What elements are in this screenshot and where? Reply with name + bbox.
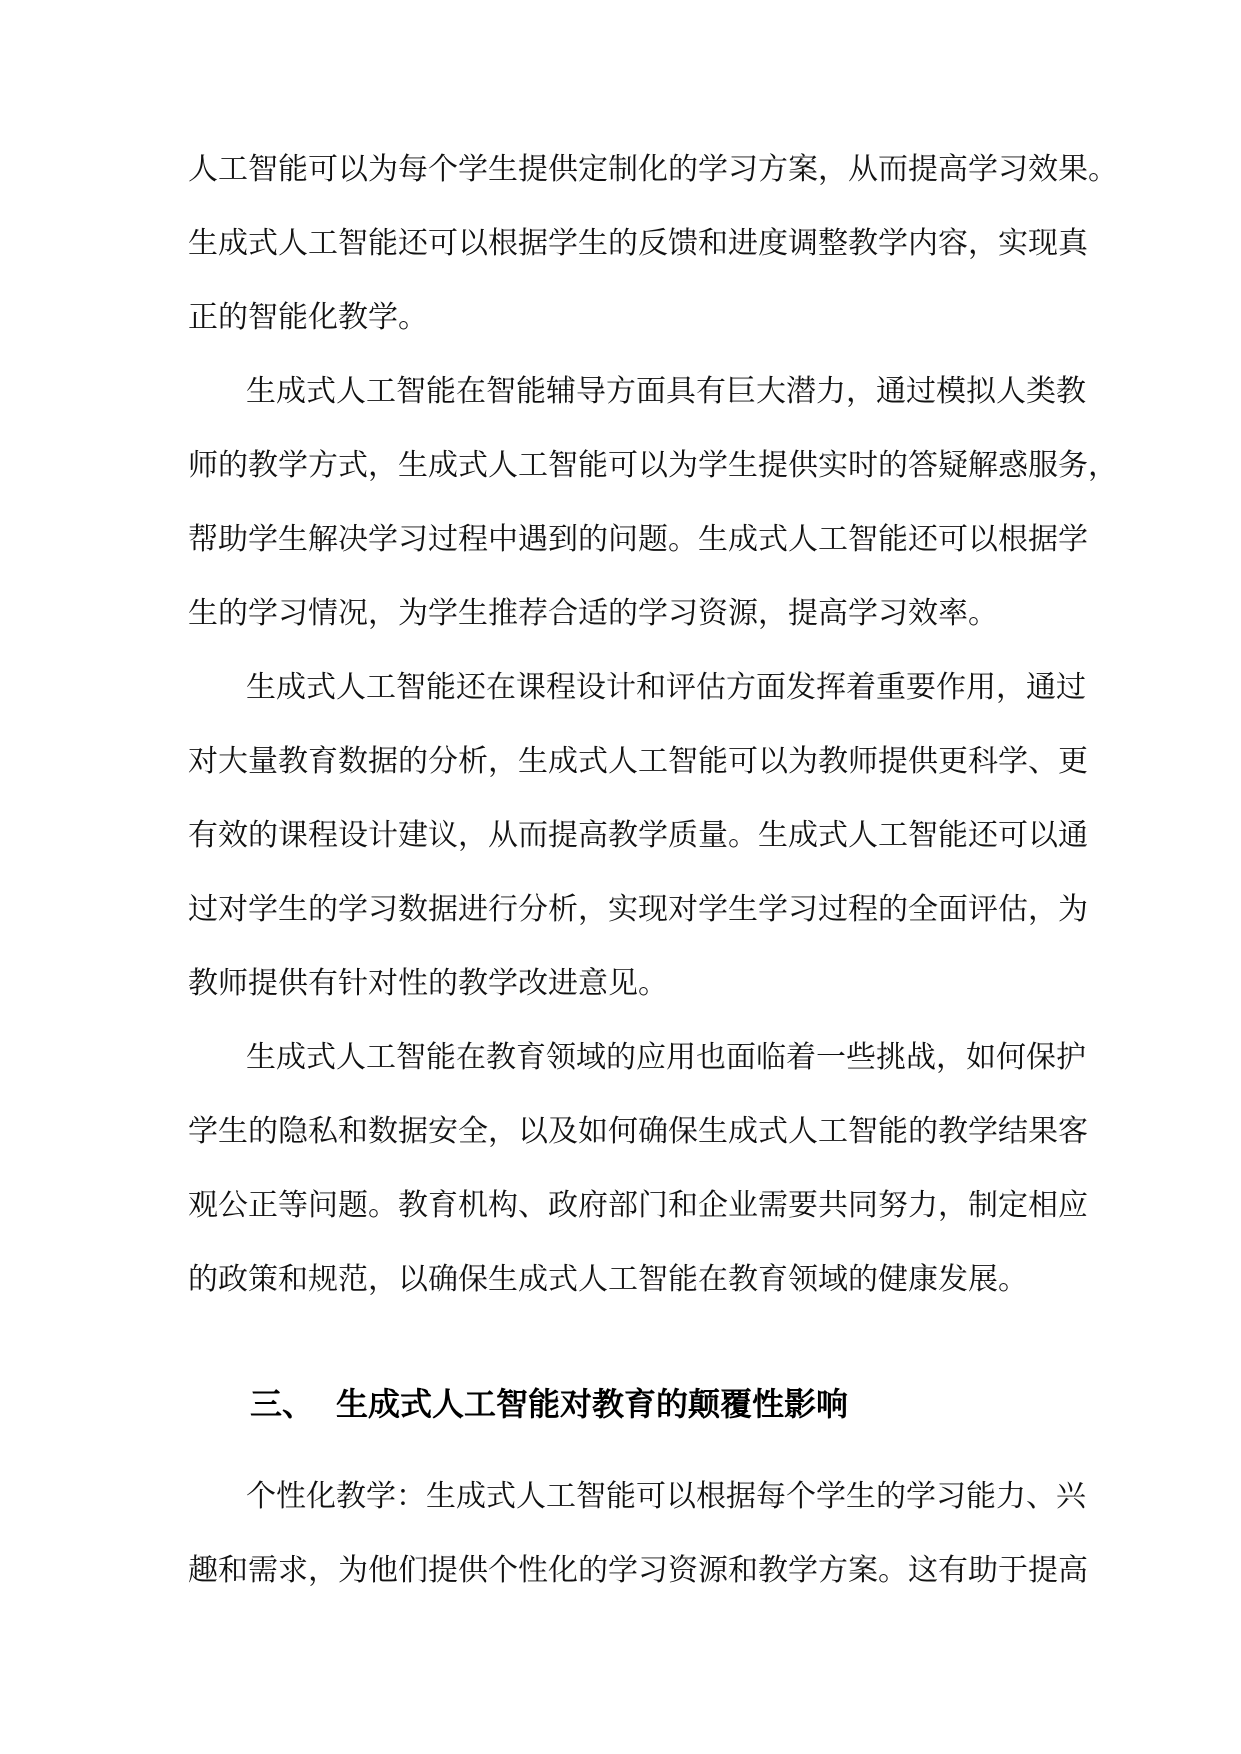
paragraph-4-line-4: 的政策和规范，以确保生成式人工智能在教育领域的健康发展。	[188, 1262, 1028, 1297]
paragraph-1-line-1: 人工智能可以为每个学生提供定制化的学习方案，从而提高学习效果。	[188, 152, 1118, 187]
paragraph-3-line-4: 过对学生的学习数据进行分析，实现对学生学习过程的全面评估，为	[188, 892, 1088, 927]
section-paragraph-line-1: 个性化教学：生成式人工智能可以根据每个学生的学习能力、兴	[246, 1479, 1086, 1514]
paragraph-2-line-2: 师的教学方式，生成式人工智能可以为学生提供实时的答疑解惑服务，	[188, 448, 1118, 483]
paragraph-4-line-3: 观公正等问题。教育机构、政府部门和企业需要共同努力，制定相应	[188, 1188, 1088, 1223]
paragraph-3-line-5: 教师提供有针对性的教学改进意见。	[188, 966, 668, 1001]
paragraph-2-line-1: 生成式人工智能在智能辅导方面具有巨大潜力，通过模拟人类教	[246, 374, 1086, 409]
paragraph-1-line-3: 正的智能化教学。	[188, 300, 428, 335]
section-title: 生成式人工智能对教育的颠覆性影响	[336, 1385, 849, 1423]
section-number: 三、	[250, 1385, 315, 1423]
section-heading	[250, 1383, 848, 1425]
paragraph-3-line-3: 有效的课程设计建议，从而提高教学质量。生成式人工智能还可以通	[188, 818, 1088, 853]
paragraph-4-line-1: 生成式人工智能在教育领域的应用也面临着一些挑战，如何保护	[246, 1040, 1086, 1075]
paragraph-2-line-4: 生的学习情况，为学生推荐合适的学习资源，提高学习效率。	[188, 596, 998, 631]
paragraph-3-line-2: 对大量教育数据的分析，生成式人工智能可以为教师提供更科学、更	[188, 744, 1088, 779]
paragraph-2-line-3: 帮助学生解决学习过程中遇到的问题。生成式人工智能还可以根据学	[188, 522, 1088, 557]
paragraph-3-line-1: 生成式人工智能还在课程设计和评估方面发挥着重要作用，通过	[246, 670, 1086, 705]
paragraph-4-line-2: 学生的隐私和数据安全，以及如何确保生成式人工智能的教学结果客	[188, 1114, 1088, 1149]
paragraph-1-line-2: 生成式人工智能还可以根据学生的反馈和进度调整教学内容，实现真	[188, 226, 1088, 261]
section-paragraph-line-2: 趣和需求，为他们提供个性化的学习资源和教学方案。这有助于提高	[188, 1553, 1088, 1588]
